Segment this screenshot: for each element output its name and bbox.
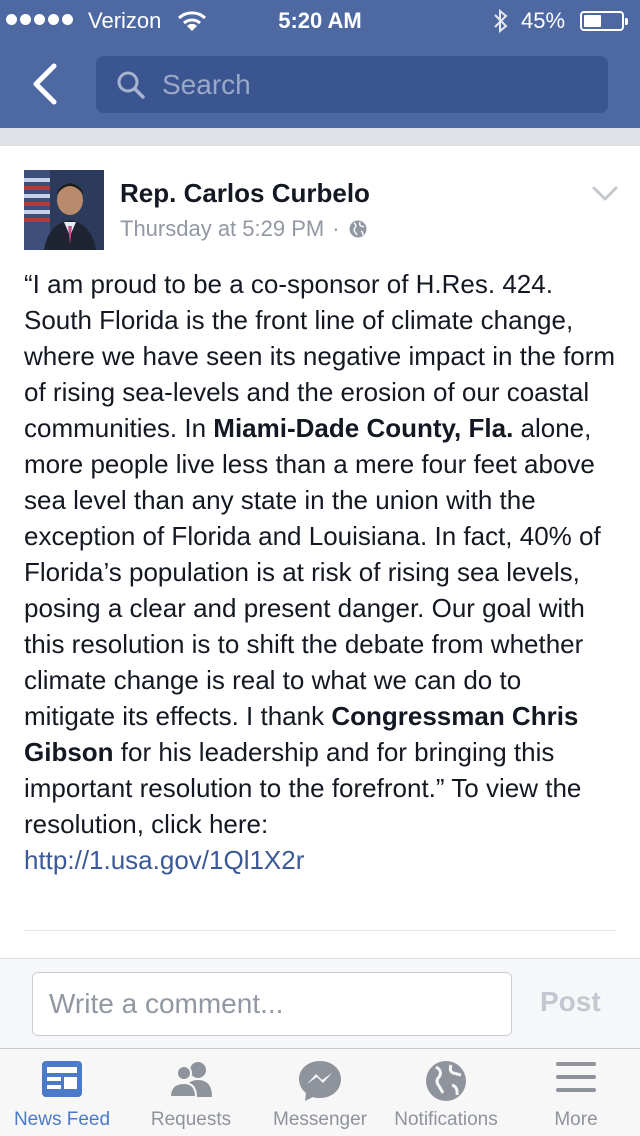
mention-miami-dade[interactable]: Miami-Dade County, Fla. [213, 413, 514, 443]
globe-icon [424, 1059, 468, 1103]
tab-label: More [554, 1109, 598, 1130]
comment-input[interactable] [32, 972, 512, 1036]
meta-separator: · [332, 216, 340, 241]
search-icon [116, 70, 146, 100]
carrier-name: Verizon [88, 8, 162, 33]
back-chevron-icon[interactable] [28, 60, 68, 108]
search-placeholder: Search [162, 69, 251, 100]
resolution-link[interactable]: http://1.usa.gov/1Ql1X2r [24, 845, 305, 875]
requests-icon [166, 1059, 216, 1099]
top-bar [0, 0, 640, 128]
tab-label: News Feed [13, 1109, 111, 1130]
messenger-icon [297, 1059, 343, 1103]
chevron-down-icon[interactable] [590, 182, 620, 206]
post-body [24, 266, 618, 878]
tab-label: Requests [150, 1109, 232, 1130]
news-feed-icon [40, 1059, 84, 1099]
post-comment-button[interactable]: Post [540, 986, 601, 1017]
bluetooth-icon [492, 8, 510, 34]
tab-news-feed[interactable] [0, 1049, 124, 1136]
post-author[interactable]: Rep. Carlos Curbelo [120, 178, 370, 208]
tab-bar [0, 1048, 640, 1136]
menu-icon [555, 1059, 597, 1095]
battery-icon [580, 11, 624, 31]
battery-percent: 45% [521, 8, 566, 33]
comment-placeholder: Write a comment... [49, 988, 284, 1019]
tab-label: Notifications [394, 1109, 498, 1130]
post-text-part: alone, more people live less than a mere four feet above sea level than any state in the union with the exception of Florida and Louisiana. In fact, 40% of Florida’s population is at risk of rising sea levels, posing a clear and present danger. Our goal with this resolution is to shift the debate from whether climate change is real to what we can do to mitigate its effects. I thank [24, 413, 601, 731]
search-input[interactable] [96, 56, 608, 113]
avatar[interactable] [24, 170, 104, 250]
mention-chris-gibson[interactable]: Congressman Chris Gibson [24, 701, 579, 767]
status-time: 5:20 AM [278, 8, 362, 33]
tab-requests[interactable] [128, 1049, 254, 1136]
divider [24, 930, 616, 931]
post-timestamp[interactable]: Thursday at 5:29 PM [120, 216, 325, 241]
tab-notifications[interactable] [382, 1049, 510, 1136]
tab-more[interactable] [514, 1049, 638, 1136]
tab-messenger[interactable] [260, 1049, 380, 1136]
tab-label: Messenger [273, 1109, 367, 1130]
globe-icon [348, 219, 368, 239]
post-meta [120, 216, 368, 242]
post-text-part: “I am proud to be a co-sponsor of H.Res. 424. South Florida is the front line of climate change, where we have seen its negative impact in the form of rising sea-levels and the erosion of our coastal communities. In [24, 269, 616, 443]
status-bar [0, 0, 640, 40]
post-text-part: for his leadership and for bringing this important resolution to the forefront.” To view the resolution, click here: [24, 737, 582, 839]
